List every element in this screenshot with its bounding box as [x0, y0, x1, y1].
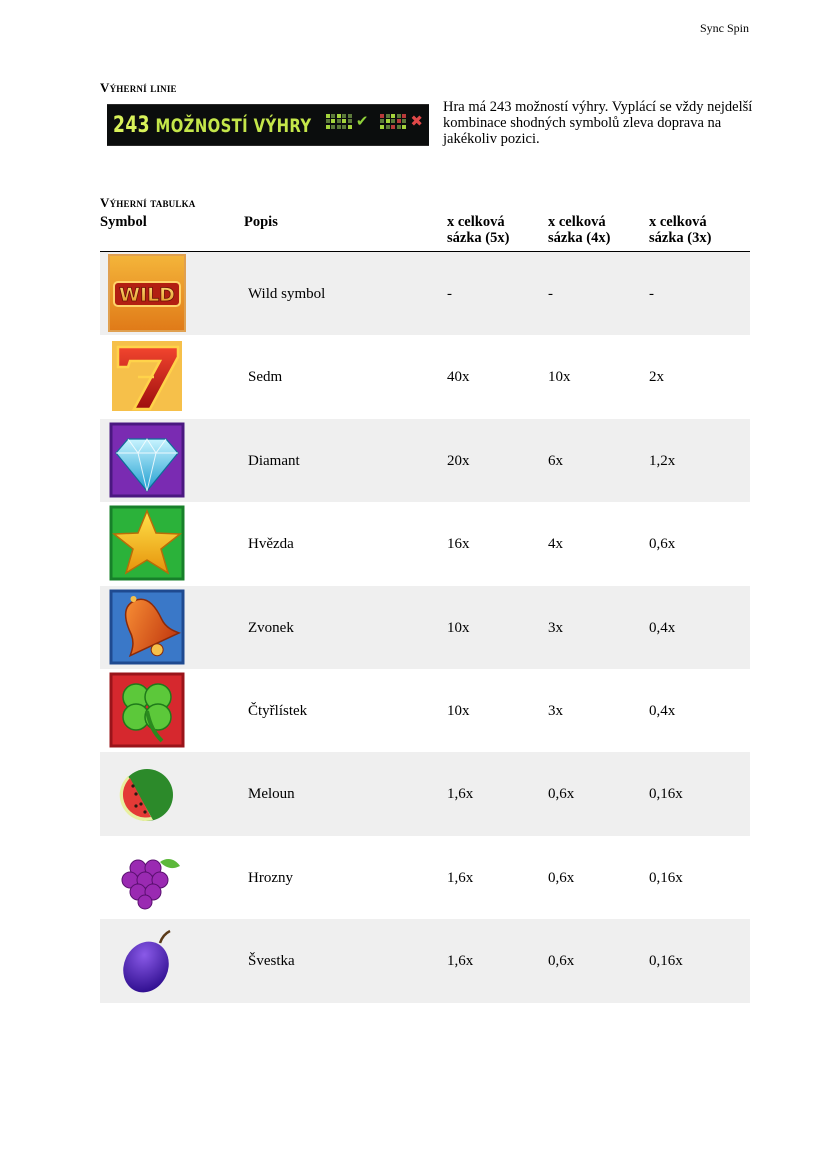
header-5x: x celková sázka (5x) [447, 214, 510, 246]
check-icon: ✔ [355, 112, 369, 130]
win-grid-icon [326, 114, 352, 129]
symbol-name: Hvězda [248, 536, 294, 553]
paytable-header [100, 215, 750, 252]
payout-3x: 2x [649, 369, 664, 386]
payout-4x: 10x [548, 369, 571, 386]
table-row [100, 502, 750, 585]
banner-label [113, 113, 312, 138]
payout-5x: 20x [447, 452, 470, 469]
payout-5x: 1,6x [447, 786, 474, 803]
grapes-icon [108, 838, 186, 916]
table-row [100, 252, 750, 335]
paytable-rows [100, 252, 750, 1003]
seven-icon [108, 337, 186, 415]
svg-text:WILD: WILD [119, 284, 175, 306]
game-name-header: Sync Spin [699, 21, 749, 35]
table-row [100, 752, 750, 835]
symbol-name: Meloun [248, 786, 295, 803]
header-4x: x celková sázka (4x) [548, 214, 611, 246]
paylines-description: Hra má 243 možností výhry. Vyplácí se vždy nejdelší kombinace shodných symbolů zleva doprava na jakékoliv pozici. [443, 99, 753, 147]
payout-3x: 0,6x [649, 536, 676, 553]
payout-5x: 40x [447, 369, 470, 386]
payout-5x: - [447, 286, 452, 302]
lose-grid-icon [380, 114, 406, 129]
symbol-name: Čtyřlístek [248, 702, 308, 719]
paytable-title: Výherní tabulka [100, 195, 196, 210]
payout-3x: 0,4x [649, 702, 676, 719]
payout-4x: 6x [548, 452, 563, 469]
symbol-name: Diamant [248, 452, 300, 469]
symbol-name: Švestka [248, 953, 295, 970]
header-3x: x celková sázka (3x) [649, 214, 712, 246]
banner-text: MOŽNOSTÍ VÝHRY [155, 114, 312, 137]
payout-5x: 16x [447, 536, 470, 553]
payout-5x: 10x [447, 619, 470, 636]
payout-3x: 0,16x [649, 953, 683, 970]
table-row [100, 335, 750, 418]
symbol-name: Hrozny [248, 869, 293, 886]
table-row [100, 669, 750, 752]
symbol-name: Sedm [248, 369, 283, 386]
payout-4x: - [548, 286, 553, 302]
cross-icon: ✖ [410, 112, 423, 130]
header-description: Popis [244, 214, 278, 230]
symbol-name: Zvonek [248, 619, 294, 636]
star-icon [108, 504, 186, 582]
payout-4x: 3x [548, 702, 563, 719]
payout-4x: 0,6x [548, 869, 575, 886]
symbol-name: Wild symbol [248, 286, 326, 302]
payout-4x: 4x [548, 536, 563, 553]
wild-icon [108, 254, 186, 332]
watermelon-icon [108, 754, 186, 832]
payout-3x: 0,16x [649, 786, 683, 803]
clover-icon [108, 671, 186, 749]
bell-icon [108, 588, 186, 666]
diamond-icon [108, 421, 186, 499]
paylines-title: Výherní linie [100, 80, 177, 95]
payout-4x: 0,6x [548, 786, 575, 803]
payout-5x: 1,6x [447, 953, 474, 970]
payout-5x: 10x [447, 702, 470, 719]
plum-icon [108, 921, 186, 999]
payout-5x: 1,6x [447, 869, 474, 886]
banner-icons [326, 112, 423, 130]
table-row [100, 919, 750, 1002]
payout-4x: 0,6x [548, 953, 575, 970]
payout-3x: 1,2x [649, 452, 676, 469]
payout-3x: 0,16x [649, 869, 683, 886]
payout-3x: 0,4x [649, 619, 676, 636]
table-row [100, 836, 750, 919]
payout-4x: 3x [548, 619, 563, 636]
banner-number: 243 [113, 112, 151, 138]
payout-3x: - [649, 286, 654, 302]
table-row [100, 586, 750, 669]
header-symbol: Symbol [100, 214, 147, 230]
paylines-banner [107, 104, 429, 146]
table-row [100, 419, 750, 502]
